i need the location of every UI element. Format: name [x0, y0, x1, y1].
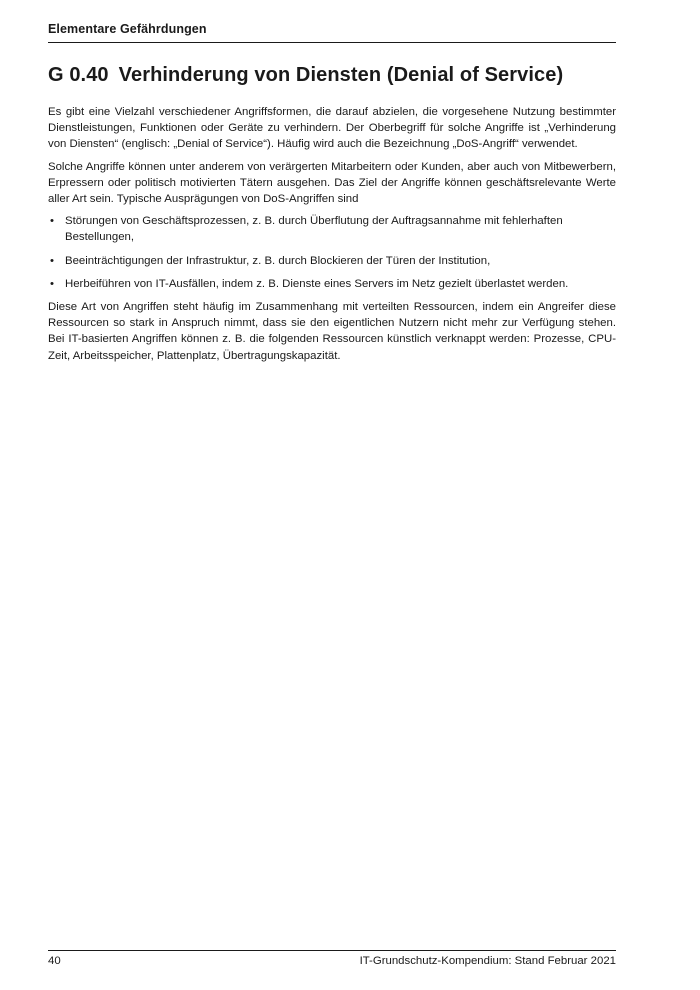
bullet-icon: •	[50, 254, 54, 267]
list-item	[48, 276, 616, 292]
list-item	[48, 213, 616, 245]
list-item-text: Herbeiführen von IT-Ausfällen, indem z. B. Dienste eines Servers im Netz gezielt überlastet werden.	[65, 277, 569, 290]
list-item	[48, 253, 616, 269]
paragraph-intro: Es gibt eine Vielzahl verschiedener Angriffsformen, die darauf abzielen, die vorgesehene Nutzung bestimmter Dienstleistungen, Funktionen oder Geräte zu verhindern. Der Oberbegriff für solche Angriffe ist „Verhinderung von Diensten“ (englisch: „Denial of Service“). Häufig wird auch die Bezeichnung „DoS-Angriff“ verwendet.	[48, 106, 616, 151]
bullet-icon: •	[50, 215, 54, 228]
paragraph-attackers: Solche Angriffe können unter anderem von verärgerten Mitarbeitern oder Kunden, aber auch von Mitbewerbern, Erpressern oder politisch motivierten Tätern ausgehen. Das Ziel der Angriffe können geschäftsrelevante Werte aller Art sein. Typische Ausprägungen von DoS-Angriffen sind	[48, 160, 616, 206]
bullet-icon: •	[50, 277, 54, 290]
footer-divider	[48, 950, 616, 951]
publication-info: IT-Grundschutz-Kompendium: Stand Februar 2021	[359, 955, 616, 967]
bullet-list	[48, 213, 616, 292]
running-header: Elementare Gefährdungen	[48, 22, 207, 36]
list-item-text: Beeinträchtigungen der Infrastruktur, z. B. durch Blockieren der Türen der Institution,	[65, 254, 491, 267]
page-number: 40	[48, 955, 61, 967]
paragraph-resources: Diese Art von Angriffen steht häufig im Zusammenhang mit verteilten Ressourcen, indem ein Angreifer diese Ressourcen so stark in Anspruch nimmt, dass sie den eigentlichen Nutzern nicht mehr zur Verfügung stehen. Bei IT-basierten Angriffen können z. B. die folgenden Ressourcen künstlich verknappt werden: Prozesse, CPU-Zeit, Arbeitsspeicher, Plattenplatz, Übertragungskapazität.	[48, 301, 616, 362]
section-title	[48, 64, 616, 87]
section-title-text: Verhinderung von Diensten (Denial of Service)	[118, 64, 564, 86]
body-text	[48, 104, 616, 370]
section-number: G 0.40	[48, 64, 109, 86]
header-divider	[48, 42, 616, 43]
list-item-text: Störungen von Geschäftsprozessen, z. B. durch Überflutung der Auftragsannahme mit fehlerhaften Bestellungen,	[65, 215, 563, 244]
